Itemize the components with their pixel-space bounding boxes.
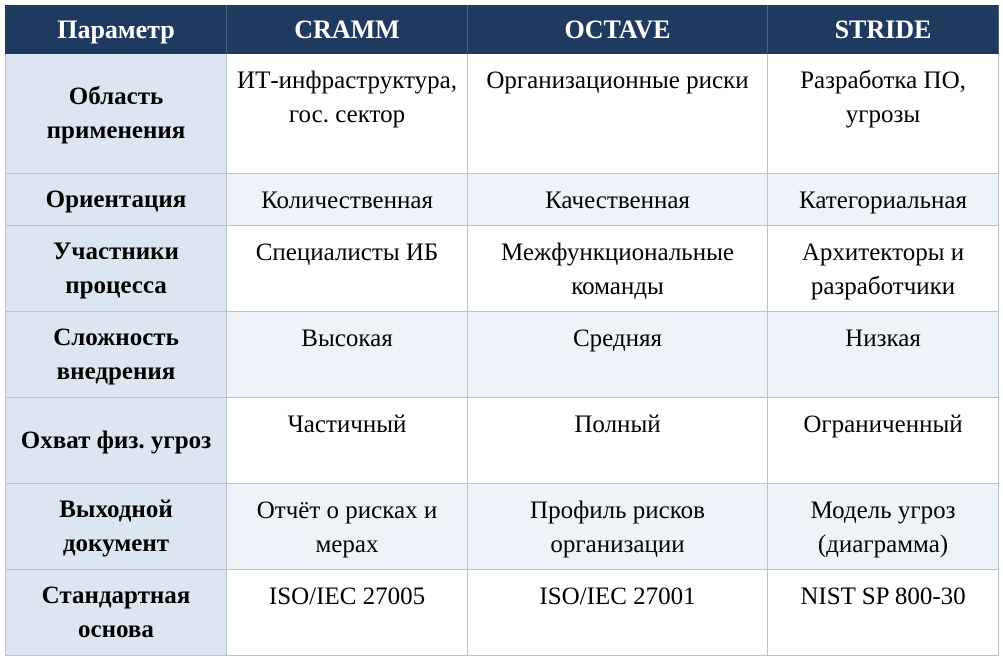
row-label-complexity: Сложность внедрения xyxy=(6,312,227,398)
header-row xyxy=(6,6,999,54)
cell-cramm: ИТ-инфраструктура, гос. сектор xyxy=(227,54,468,174)
header-cramm: CRAMM xyxy=(227,6,468,54)
row-label-physical-threats: Охват физ. угроз xyxy=(6,398,227,484)
cell-stride: Низкая xyxy=(768,312,999,398)
row-label-orientation: Ориентация xyxy=(6,174,227,226)
cell-octave: Профиль рисков организации xyxy=(468,484,768,570)
cell-octave: Качественная xyxy=(468,174,768,226)
cell-cramm: ISO/IEC 27005 xyxy=(227,570,468,656)
cell-octave: Межфункциональные команды xyxy=(468,226,768,312)
row-label-output-document: Выходной документ xyxy=(6,484,227,570)
table-row xyxy=(6,54,999,174)
table-row xyxy=(6,484,999,570)
cell-octave: Средняя xyxy=(468,312,768,398)
cell-cramm: Отчёт о рисках и мерах xyxy=(227,484,468,570)
cell-cramm: Количественная xyxy=(227,174,468,226)
cell-stride: Архитекторы и разработчики xyxy=(768,226,999,312)
cell-cramm: Специалисты ИБ xyxy=(227,226,468,312)
cell-octave: ISO/IEC 27001 xyxy=(468,570,768,656)
table-row xyxy=(6,570,999,656)
header-parameter: Параметр xyxy=(6,6,227,54)
header-stride: STRIDE xyxy=(768,6,999,54)
cell-stride: Разработка ПО, угрозы xyxy=(768,54,999,174)
cell-octave: Организационные риски xyxy=(468,54,768,174)
table-row xyxy=(6,312,999,398)
table-row xyxy=(6,174,999,226)
comparison-table-container xyxy=(5,5,998,656)
cell-cramm: Высокая xyxy=(227,312,468,398)
cell-stride: Категориальная xyxy=(768,174,999,226)
cell-stride: NIST SP 800-30 xyxy=(768,570,999,656)
cell-stride: Модель угроз (диаграмма) xyxy=(768,484,999,570)
cell-octave: Полный xyxy=(468,398,768,484)
cell-stride: Ограниченный xyxy=(768,398,999,484)
row-label-standard-basis: Стандартная основа xyxy=(6,570,227,656)
table-row xyxy=(6,398,999,484)
comparison-table xyxy=(5,5,999,656)
row-label-participants: Участники процесса xyxy=(6,226,227,312)
cell-cramm: Частичный xyxy=(227,398,468,484)
row-label-scope: Область применения xyxy=(6,54,227,174)
table-row xyxy=(6,226,999,312)
header-octave: OCTAVE xyxy=(468,6,768,54)
